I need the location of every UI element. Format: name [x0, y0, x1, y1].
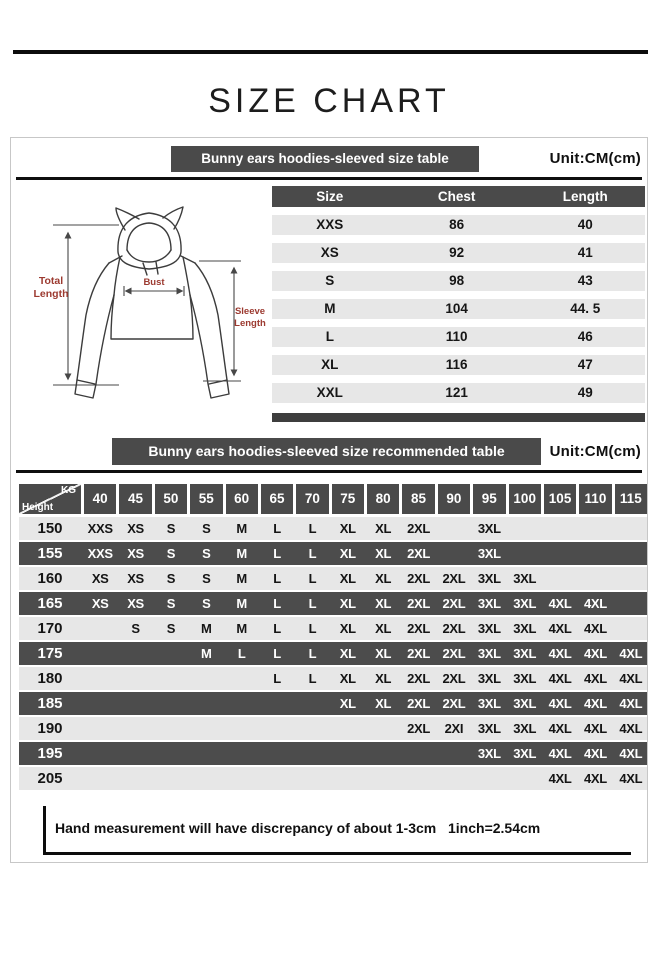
matrix-size-cell: M — [201, 646, 212, 661]
size-table-cell: 104 — [445, 301, 468, 316]
matrix-size-cell: 3XL — [477, 596, 501, 611]
matrix-height-label: 150 — [37, 520, 63, 537]
matrix-size-cell — [615, 592, 647, 615]
matrix-row — [19, 567, 647, 590]
matrix-size-cell: 2XL — [442, 571, 466, 586]
matrix-size-cell — [367, 717, 399, 740]
size-table-cell: 47 — [577, 357, 593, 372]
matrix-size-cell — [119, 717, 151, 740]
weight-header-cell: 85 — [402, 484, 434, 514]
size-table-row — [272, 215, 645, 235]
matrix-size-cell — [84, 642, 116, 665]
matrix-size-cell: L — [308, 671, 317, 686]
matrix-body — [19, 517, 647, 790]
matrix-size-cell: XL — [375, 646, 392, 661]
matrix-size-cell: 4XL — [548, 696, 572, 711]
matrix-size-cell: L — [273, 571, 281, 586]
matrix-height-label: 180 — [37, 670, 63, 687]
matrix-row — [19, 667, 647, 690]
size-table-cell: XXL — [316, 385, 343, 400]
matrix-size-cell — [509, 767, 541, 790]
matrix-size-cell: XS — [127, 596, 144, 611]
matrix-size-cell: S — [166, 521, 176, 536]
matrix-size-cell: M — [236, 521, 247, 536]
size-table-cell: 86 — [449, 217, 465, 232]
size-table-row — [272, 299, 645, 319]
matrix-row — [19, 692, 647, 715]
matrix-size-cell: 4XL — [548, 771, 572, 786]
matrix-size-cell: 4XL — [548, 621, 572, 636]
matrix-size-cell: 4XL — [583, 671, 607, 686]
matrix-size-cell: 2XL — [407, 521, 431, 536]
total-length-label-line1: Total — [38, 275, 64, 287]
weight-header-cell: 50 — [155, 484, 187, 514]
matrix-height-label: 190 — [37, 720, 63, 737]
matrix-size-cell: 4XL — [548, 721, 572, 736]
matrix-size-cell: 2XL — [407, 571, 431, 586]
matrix-size-cell: L — [273, 546, 281, 561]
size-table-cell: 44. 5 — [570, 301, 601, 316]
matrix-size-cell: 4XL — [548, 671, 572, 686]
matrix-size-cell — [155, 717, 187, 740]
matrix-size-cell: 3XL — [513, 671, 537, 686]
matrix-size-cell: 2XL — [407, 721, 431, 736]
matrix-size-cell — [367, 742, 399, 765]
footnote-text: Hand measurement will have discrepancy of about 1-3cm — [55, 820, 437, 836]
matrix-size-cell: S — [202, 546, 211, 561]
matrix-size-cell: XL — [339, 571, 356, 586]
matrix-size-cell: XL — [339, 671, 356, 686]
matrix-size-cell — [615, 617, 647, 640]
matrix-size-cell — [119, 692, 151, 715]
matrix-size-cell: 3XL — [477, 746, 501, 761]
matrix-size-cell — [261, 717, 293, 740]
corner-kg-label: KG — [61, 485, 76, 496]
matrix-size-cell: L — [308, 521, 317, 536]
matrix-size-cell: 3XL — [477, 671, 501, 686]
matrix-size-cell — [332, 767, 364, 790]
matrix-size-cell: XL — [375, 596, 392, 611]
matrix-size-cell: XL — [375, 671, 392, 686]
matrix-size-cell — [438, 742, 470, 765]
total-length-label-line2: Length — [33, 288, 69, 300]
matrix-size-cell — [84, 767, 116, 790]
matrix-size-cell: 2XL — [407, 596, 431, 611]
weight-header-cell: 90 — [438, 484, 470, 514]
matrix-size-cell — [544, 517, 576, 540]
matrix-size-cell — [332, 742, 364, 765]
matrix-size-cell: L — [308, 571, 317, 586]
matrix-size-cell: 3XL — [477, 521, 501, 536]
matrix-size-cell: S — [202, 521, 211, 536]
matrix-size-cell: L — [308, 621, 317, 636]
matrix-size-cell — [579, 542, 611, 565]
matrix-size-cell — [226, 717, 258, 740]
matrix-size-cell: 4XL — [619, 746, 643, 761]
matrix-size-cell: M — [201, 621, 212, 636]
matrix-size-cell: XS — [127, 521, 144, 536]
hood-face-line — [127, 250, 171, 262]
size-table-body — [272, 215, 645, 403]
weight-header-cell: 105 — [544, 484, 576, 514]
corner-height-label: Height — [22, 502, 54, 513]
matrix-size-cell: 4XL — [619, 771, 643, 786]
unit-label-1: Unit:CM(cm) — [549, 150, 641, 167]
matrix-size-cell — [155, 742, 187, 765]
size-table-cell: 110 — [445, 329, 468, 344]
size-table-cell: 49 — [577, 385, 593, 400]
matrix-row — [19, 717, 647, 740]
size-table-row — [272, 243, 645, 263]
matrix-size-cell — [296, 717, 328, 740]
matrix-size-cell — [84, 742, 116, 765]
matrix-size-cell — [155, 642, 187, 665]
size-table-title: Bunny ears hoodies-sleeved size table — [201, 151, 449, 166]
size-table-cell: 116 — [445, 357, 468, 372]
matrix-size-cell — [226, 742, 258, 765]
matrix-size-cell: L — [273, 596, 281, 611]
matrix-size-cell: XL — [375, 521, 392, 536]
conversion-text: 1inch=2.54cm — [448, 820, 541, 836]
body-outline — [111, 295, 193, 339]
matrix-size-cell — [544, 542, 576, 565]
matrix-size-cell: 4XL — [548, 596, 572, 611]
matrix-size-cell — [615, 517, 647, 540]
matrix-size-cell: 3XL — [477, 721, 501, 736]
matrix-size-cell: 4XL — [583, 596, 607, 611]
size-column-header: Length — [562, 189, 608, 204]
unit-label-2: Unit:CM(cm) — [549, 443, 641, 460]
matrix-size-cell — [155, 667, 187, 690]
matrix-size-cell: M — [236, 571, 247, 586]
matrix-size-cell: 4XL — [583, 771, 607, 786]
matrix-height-label: 205 — [37, 770, 63, 787]
recommended-size-matrix — [19, 484, 647, 790]
weight-header-cell: 40 — [84, 484, 116, 514]
size-table-cell: 46 — [577, 329, 593, 344]
matrix-size-cell: L — [273, 646, 281, 661]
matrix-size-cell — [509, 542, 541, 565]
matrix-size-cell — [579, 517, 611, 540]
weight-header-cell: 55 — [190, 484, 222, 514]
matrix-size-cell: 2XL — [407, 671, 431, 686]
size-table-row — [272, 383, 645, 403]
recommended-table-title: Bunny ears hoodies-sleeved size recommended table — [148, 443, 505, 459]
matrix-row — [19, 592, 647, 615]
matrix-height-label: 155 — [37, 545, 63, 562]
matrix-size-cell: XL — [339, 596, 356, 611]
matrix-row — [19, 617, 647, 640]
size-table-title-bar — [171, 146, 479, 172]
matrix-size-cell: 3XL — [513, 696, 537, 711]
left-cuff-line — [77, 380, 95, 384]
matrix-size-cell — [119, 642, 151, 665]
matrix-size-cell: 3XL — [513, 571, 537, 586]
matrix-size-cell: 2XL — [407, 546, 431, 561]
matrix-size-cell: 2XL — [407, 646, 431, 661]
matrix-size-cell: 4XL — [548, 746, 572, 761]
matrix-size-cell: M — [236, 596, 247, 611]
matrix-size-cell: 3XL — [477, 571, 501, 586]
matrix-size-cell — [119, 742, 151, 765]
matrix-height-label: 165 — [37, 595, 63, 612]
matrix-size-cell: 4XL — [583, 746, 607, 761]
size-table-cell: 121 — [445, 385, 468, 400]
size-table-cell: 41 — [577, 245, 593, 260]
matrix-size-cell: XL — [339, 621, 356, 636]
matrix-size-cell: S — [166, 621, 176, 636]
matrix-size-cell: XS — [127, 546, 144, 561]
matrix-size-cell: S — [166, 596, 176, 611]
matrix-size-cell: XL — [339, 546, 356, 561]
matrix-row — [19, 642, 647, 665]
matrix-size-cell — [261, 742, 293, 765]
footnote-bottom-rule — [43, 852, 631, 855]
matrix-size-cell — [296, 742, 328, 765]
matrix-size-cell: 4XL — [548, 646, 572, 661]
matrix-size-cell: 3XL — [477, 646, 501, 661]
matrix-size-cell: 2XL — [442, 621, 466, 636]
matrix-size-cell — [226, 767, 258, 790]
size-table-cell: L — [325, 329, 334, 344]
divider-1 — [16, 177, 642, 180]
matrix-size-cell: XL — [375, 621, 392, 636]
left-sleeve-outline — [75, 263, 114, 398]
size-table-cell: M — [324, 301, 336, 316]
weight-header-cell: 65 — [261, 484, 293, 514]
matrix-size-cell — [615, 567, 647, 590]
size-table-cell: XXS — [316, 217, 344, 232]
size-table-end-bar — [272, 413, 645, 422]
weight-header-cell: 95 — [473, 484, 505, 514]
divider-2 — [16, 470, 642, 473]
matrix-size-cell — [84, 617, 116, 640]
sleeve-length-label-line1: Sleeve — [234, 306, 266, 317]
matrix-size-cell: 2XL — [442, 696, 466, 711]
right-sleeve-outline — [190, 263, 229, 398]
matrix-size-cell: 4XL — [583, 696, 607, 711]
size-table-row — [272, 271, 645, 291]
matrix-size-cell: 3XL — [513, 721, 537, 736]
matrix-size-cell: XL — [339, 646, 356, 661]
matrix-size-cell: 4XL — [619, 696, 643, 711]
matrix-size-cell — [155, 692, 187, 715]
matrix-size-cell — [190, 742, 222, 765]
matrix-size-cell — [226, 667, 258, 690]
size-table-cell: 40 — [577, 217, 593, 232]
matrix-height-label: 160 — [37, 570, 63, 587]
size-table-cell: 98 — [449, 273, 465, 288]
matrix-size-cell: XS — [91, 596, 109, 611]
matrix-size-cell — [615, 542, 647, 565]
matrix-height-label: 170 — [37, 620, 63, 637]
matrix-size-cell — [473, 767, 505, 790]
size-table-row — [272, 355, 645, 375]
matrix-size-cell: S — [202, 571, 211, 586]
size-table-cell: XS — [320, 245, 339, 260]
matrix-size-cell: 2XL — [442, 596, 466, 611]
matrix-size-cell: 2XL — [442, 646, 466, 661]
matrix-size-cell — [261, 692, 293, 715]
matrix-size-cell: M — [236, 546, 247, 561]
size-column-header: Chest — [437, 189, 476, 204]
matrix-size-cell — [190, 717, 222, 740]
drawstring-right — [156, 262, 158, 274]
weight-header-cell: 110 — [579, 484, 611, 514]
matrix-size-cell: 4XL — [583, 621, 607, 636]
matrix-size-cell: L — [308, 546, 317, 561]
page-title: SIZE CHART — [208, 82, 450, 120]
matrix-size-cell — [226, 692, 258, 715]
matrix-size-cell: 2XL — [407, 621, 431, 636]
bust-label: Bust — [143, 277, 165, 288]
matrix-size-cell: L — [273, 671, 281, 686]
footnote-left-rule — [43, 806, 46, 854]
matrix-size-cell — [190, 767, 222, 790]
matrix-height-label: 185 — [37, 695, 63, 712]
content-box — [10, 137, 648, 863]
size-table-cell: 43 — [577, 273, 593, 288]
matrix-size-cell: 3XL — [513, 646, 537, 661]
weight-header-cell: 100 — [509, 484, 541, 514]
size-table-row — [272, 327, 645, 347]
matrix-row — [19, 767, 647, 790]
size-table — [272, 186, 645, 422]
matrix-size-cell — [402, 742, 434, 765]
matrix-size-cell: 3XL — [513, 746, 537, 761]
matrix-size-cell: XL — [339, 696, 356, 711]
recommended-table-title-bar — [112, 438, 541, 465]
matrix-size-cell — [367, 767, 399, 790]
matrix-size-cell: 2XI — [444, 721, 464, 736]
weight-header-cell: 75 — [332, 484, 364, 514]
matrix-size-cell: 4XL — [619, 671, 643, 686]
matrix-size-cell: S — [166, 546, 176, 561]
matrix-size-cell: 3XL — [513, 621, 537, 636]
matrix-size-cell: XL — [339, 521, 356, 536]
matrix-size-cell — [190, 667, 222, 690]
matrix-row — [19, 542, 647, 565]
matrix-size-cell — [579, 567, 611, 590]
matrix-size-cell — [438, 542, 470, 565]
weight-header-cell: 115 — [615, 484, 647, 514]
matrix-size-cell: XXS — [87, 521, 113, 536]
matrix-size-cell — [438, 767, 470, 790]
matrix-size-cell: XL — [375, 546, 392, 561]
left-raglan-seam — [114, 257, 120, 295]
matrix-size-cell — [509, 517, 541, 540]
size-table-cell: S — [325, 273, 335, 288]
sleeve-length-label-line2: Length — [234, 318, 266, 329]
matrix-size-cell: L — [273, 521, 281, 536]
size-table-cell: XL — [321, 357, 339, 372]
matrix-row — [19, 517, 647, 540]
matrix-size-cell: XS — [91, 571, 109, 586]
matrix-size-cell — [296, 767, 328, 790]
hoodie-measurement-diagram — [13, 183, 271, 431]
matrix-size-cell: 2XL — [442, 671, 466, 686]
matrix-size-cell: L — [237, 646, 246, 661]
matrix-size-cell: L — [308, 646, 317, 661]
matrix-size-cell: 3XL — [477, 621, 501, 636]
matrix-size-cell — [332, 717, 364, 740]
matrix-size-cell: 4XL — [583, 646, 607, 661]
matrix-height-label: 175 — [37, 645, 63, 662]
matrix-size-cell — [155, 767, 187, 790]
matrix-size-cell: L — [273, 621, 281, 636]
weight-header-cell: 60 — [226, 484, 258, 514]
top-divider — [13, 50, 648, 54]
matrix-size-cell: XL — [375, 696, 392, 711]
matrix-size-cell — [402, 767, 434, 790]
matrix-row — [19, 742, 647, 765]
matrix-header-row — [19, 484, 647, 514]
matrix-size-cell: 4XL — [619, 721, 643, 736]
matrix-size-cell: XL — [375, 571, 392, 586]
weight-header-cell: 45 — [119, 484, 151, 514]
matrix-size-cell: XS — [127, 571, 144, 586]
matrix-size-cell — [119, 767, 151, 790]
size-table-cell: 92 — [449, 245, 465, 260]
weight-header-cell: 80 — [367, 484, 399, 514]
matrix-size-cell: S — [131, 621, 140, 636]
matrix-size-cell — [261, 767, 293, 790]
matrix-height-label: 195 — [37, 745, 63, 762]
matrix-size-cell: M — [236, 621, 247, 636]
weight-header-cell: 70 — [296, 484, 328, 514]
matrix-size-cell — [84, 717, 116, 740]
matrix-size-cell — [190, 692, 222, 715]
matrix-size-cell — [544, 567, 576, 590]
matrix-size-cell: 3XL — [513, 596, 537, 611]
matrix-size-cell — [119, 667, 151, 690]
matrix-size-cell: 2XL — [407, 696, 431, 711]
matrix-size-cell: S — [166, 571, 176, 586]
matrix-size-cell: S — [202, 596, 211, 611]
matrix-size-cell: 4XL — [583, 721, 607, 736]
hood-inner-line — [127, 223, 171, 250]
matrix-size-cell: L — [308, 596, 317, 611]
matrix-size-cell: 3XL — [477, 546, 501, 561]
matrix-corner-cell — [19, 484, 81, 514]
size-table-header — [272, 186, 645, 207]
matrix-size-cell — [84, 667, 116, 690]
matrix-size-cell — [438, 517, 470, 540]
matrix-size-cell — [84, 692, 116, 715]
matrix-size-cell — [296, 692, 328, 715]
matrix-size-cell: 4XL — [619, 646, 643, 661]
matrix-size-cell: XXS — [87, 546, 113, 561]
matrix-size-cell: 3XL — [477, 696, 501, 711]
size-column-header: Size — [316, 189, 344, 204]
